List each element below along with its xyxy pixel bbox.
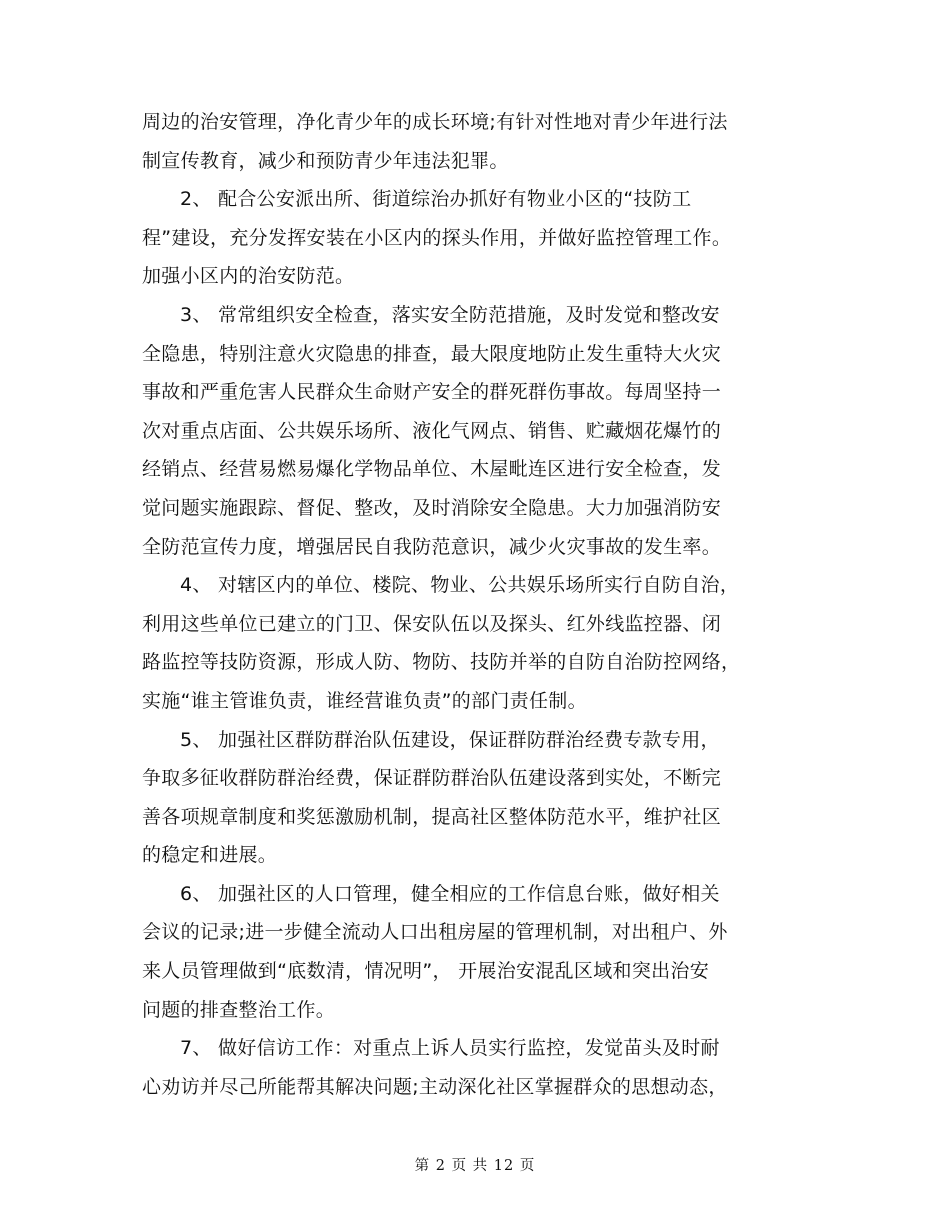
page-number-footer: 第 2 页 共 12 页	[414, 1158, 536, 1174]
text-line: 实施“谁主管谁负责，谁经营谁负责”的部门责任制。	[142, 689, 587, 712]
text-line: 程”建设，充分发挥安装在小区内的探头作用，并做好监控管理工作。	[142, 226, 732, 249]
text-line: 2、 配合公安派出所、街道综治办抓好有物业小区的“技防工	[180, 188, 692, 211]
text-line: 觉问题实施跟踪、督促、整改，及时消除安全隐患。大力加强消防安	[142, 496, 722, 519]
text-line: 的稳定和进展。	[142, 844, 278, 867]
text-line: 加强小区内的治安防范。	[142, 265, 355, 288]
text-line: 心劝访并尽己所能帮其解决问题;主动深化社区掌握群众的思想动态，	[142, 1075, 728, 1098]
text-line: 会议的记录;进一步健全流动人口出租房屋的管理机制，对出租户、外	[142, 921, 728, 944]
text-line: 次对重点店面、公共娱乐场所、液化气网点、销售、贮藏烟花爆竹的	[142, 419, 722, 442]
text-line: 利用这些单位已建立的门卫、保安队伍以及探头、红外线监控器、闭	[142, 612, 722, 635]
text-line: 4、 对辖区内的单位、楼院、物业、公共娱乐场所实行自防自治，	[180, 574, 740, 597]
text-line: 事故和严重危害人民群众生命财产安全的群死群伤事故。每周坚持一	[142, 381, 722, 404]
text-line: 来人员管理做到“底数清，情况明”， 开展治安混乱区域和突出治安	[142, 960, 710, 983]
document-body	[142, 103, 808, 1106]
text-line: 制宣传教育，减少和预防青少年违法犯罪。	[142, 149, 509, 172]
text-line: 善各项规章制度和奖惩激励机制，提高社区整体防范水平，维护社区	[142, 805, 722, 828]
text-line: 争取多征收群防群治经费，保证群防群治队伍建设落到实处，不断完	[142, 767, 722, 790]
text-line: 问题的排查整治工作。	[142, 998, 336, 1021]
text-line: 全防范宣传力度，增强居民自我防范意识，减少火灾事故的发生率。	[142, 535, 722, 558]
text-line: 3、 常常组织安全检查，落实安全防范措施，及时发觉和整改安	[180, 303, 720, 326]
text-line: 5、 加强社区群防群治队伍建设，保证群防群治经费专款专用，	[180, 728, 720, 751]
text-line: 路监控等技防资源，形成人防、物防、技防并举的自防自治防控网络，	[142, 651, 741, 674]
text-line: 6、 加强社区的人口管理，健全相应的工作信息台账，做好相关	[180, 882, 720, 905]
text-line: 周边的治安管理，净化青少年的成长环境;有针对性地对青少年进行法	[142, 111, 728, 133]
text-line: 全隐患，特别注意火灾隐患的排查，最大限度地防止发生重特大火灾	[142, 342, 722, 365]
text-line: 经销点、经营易燃易爆化学物品单位、木屋毗连区进行安全检查，发	[142, 458, 722, 481]
text-line: 7、 做好信访工作：对重点上诉人员实行监控，发觉苗头及时耐	[180, 1037, 720, 1060]
